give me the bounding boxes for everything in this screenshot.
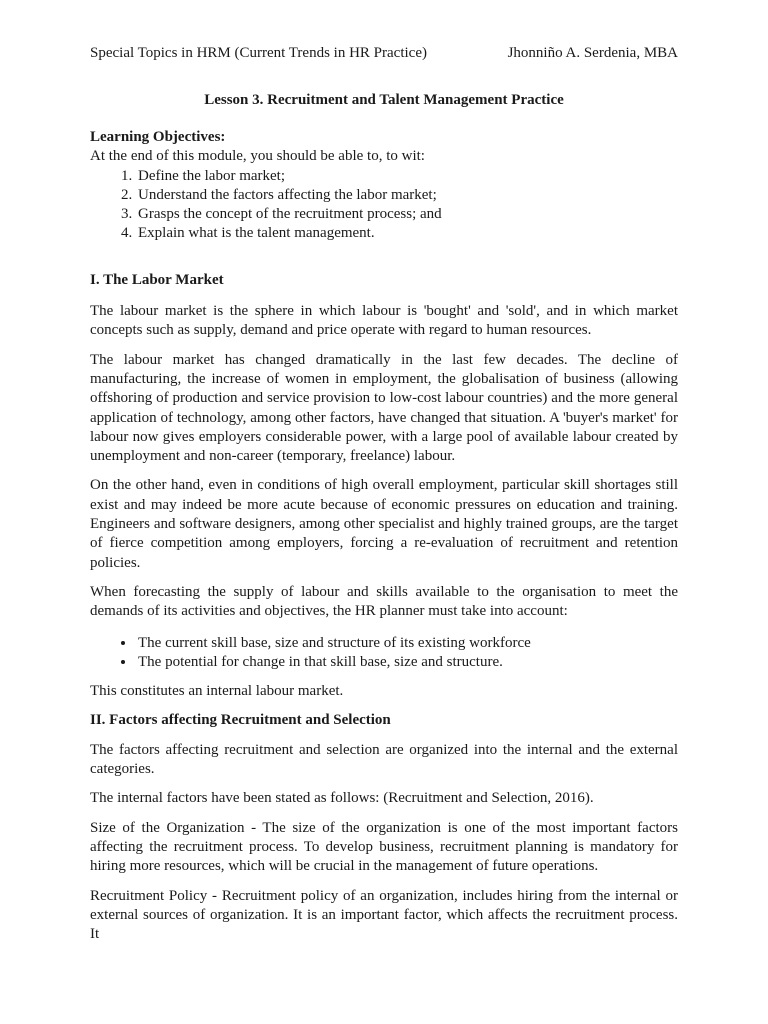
paragraph: The labour market has changed dramatically in the last few decades. The decline of manufacturing, the increase of women in employment, the globalisation of business (allowing offshoring of production and service provision to low-cost labour countries) and the more general application of technology, among other factors, have changed that situation. A 'buyer's market' for labour now gives employers considerable power, with a large pool of available labour created by unemployment and non-career (temporary, freelance) labour. (90, 351, 678, 465)
objectives-list (90, 167, 678, 244)
bullet-item: • The current skill base, size and structure of its existing workforce (136, 634, 678, 653)
section-heading-labor-market: I. The Labor Market (90, 271, 224, 288)
paragraph: The labour market is the sphere in which labour is 'bought' and 'sold', and in which market concepts such as supply, demand and price operate with regard to human resources. (90, 303, 678, 339)
bullet-list (90, 634, 678, 673)
objectives-intro: At the end of this module, you should be able to, to wit: (90, 148, 425, 165)
objective-item: 1. Define the labor market; (136, 167, 678, 186)
paragraph: On the other hand, even in conditions of high overall employment, particular skill shortages still exist and may indeed be more acute because of economic pressures on education and training. Engineers and software designers, among other specialist and highly trained groups, are the target of fierce competition among employers, forcing a re-evaluation of recruitment and retention policies. (90, 477, 678, 571)
bullet-item: • The potential for change in that skill base, size and structure. (136, 653, 678, 672)
document-page (90, 0, 678, 1024)
paragraph: Recruitment Policy - Recruitment policy of an organization, includes hiring from the internal or external sources of organization. It is an important factor, which affects the recruitment process. It (90, 887, 678, 943)
objective-item: 3. Grasps the concept of the recruitment process; and (136, 205, 678, 224)
document-body (90, 128, 678, 954)
objective-item: 2. Understand the factors affecting the labor market; (136, 186, 678, 205)
header-course-title: Special Topics in HRM (Current Trends in HR Practice) (90, 45, 427, 61)
paragraph: When forecasting the supply of labour and skills available to the organisation to meet the demands of its activities and objectives, the HR planner must take into account: (90, 583, 678, 620)
paragraph: This constitutes an internal labour market. (90, 683, 344, 700)
section-heading-factors: II. Factors affecting Recruitment and Selection (90, 712, 391, 729)
running-header (90, 45, 678, 62)
header-author: Jhonniño A. Serdenia, MBA (507, 45, 678, 61)
objective-item: 4. Explain what is the talent management. (136, 224, 678, 243)
paragraph: The factors affecting recruitment and selection are organized into the internal and the external categories. (90, 741, 678, 778)
objectives-heading: Learning Objectives: (90, 129, 226, 145)
paragraph: Size of the Organization - The size of the organization is one of the most important factors affecting the recruitment process. To develop business, recruitment planning is mandatory for hiring more resources, which will be crucial in the management of future operations. (90, 819, 678, 875)
lesson-title: Lesson 3. Recruitment and Talent Management Practice (204, 92, 564, 108)
paragraph: The internal factors have been stated as follows: (Recruitment and Selection, 2016). (90, 790, 594, 807)
